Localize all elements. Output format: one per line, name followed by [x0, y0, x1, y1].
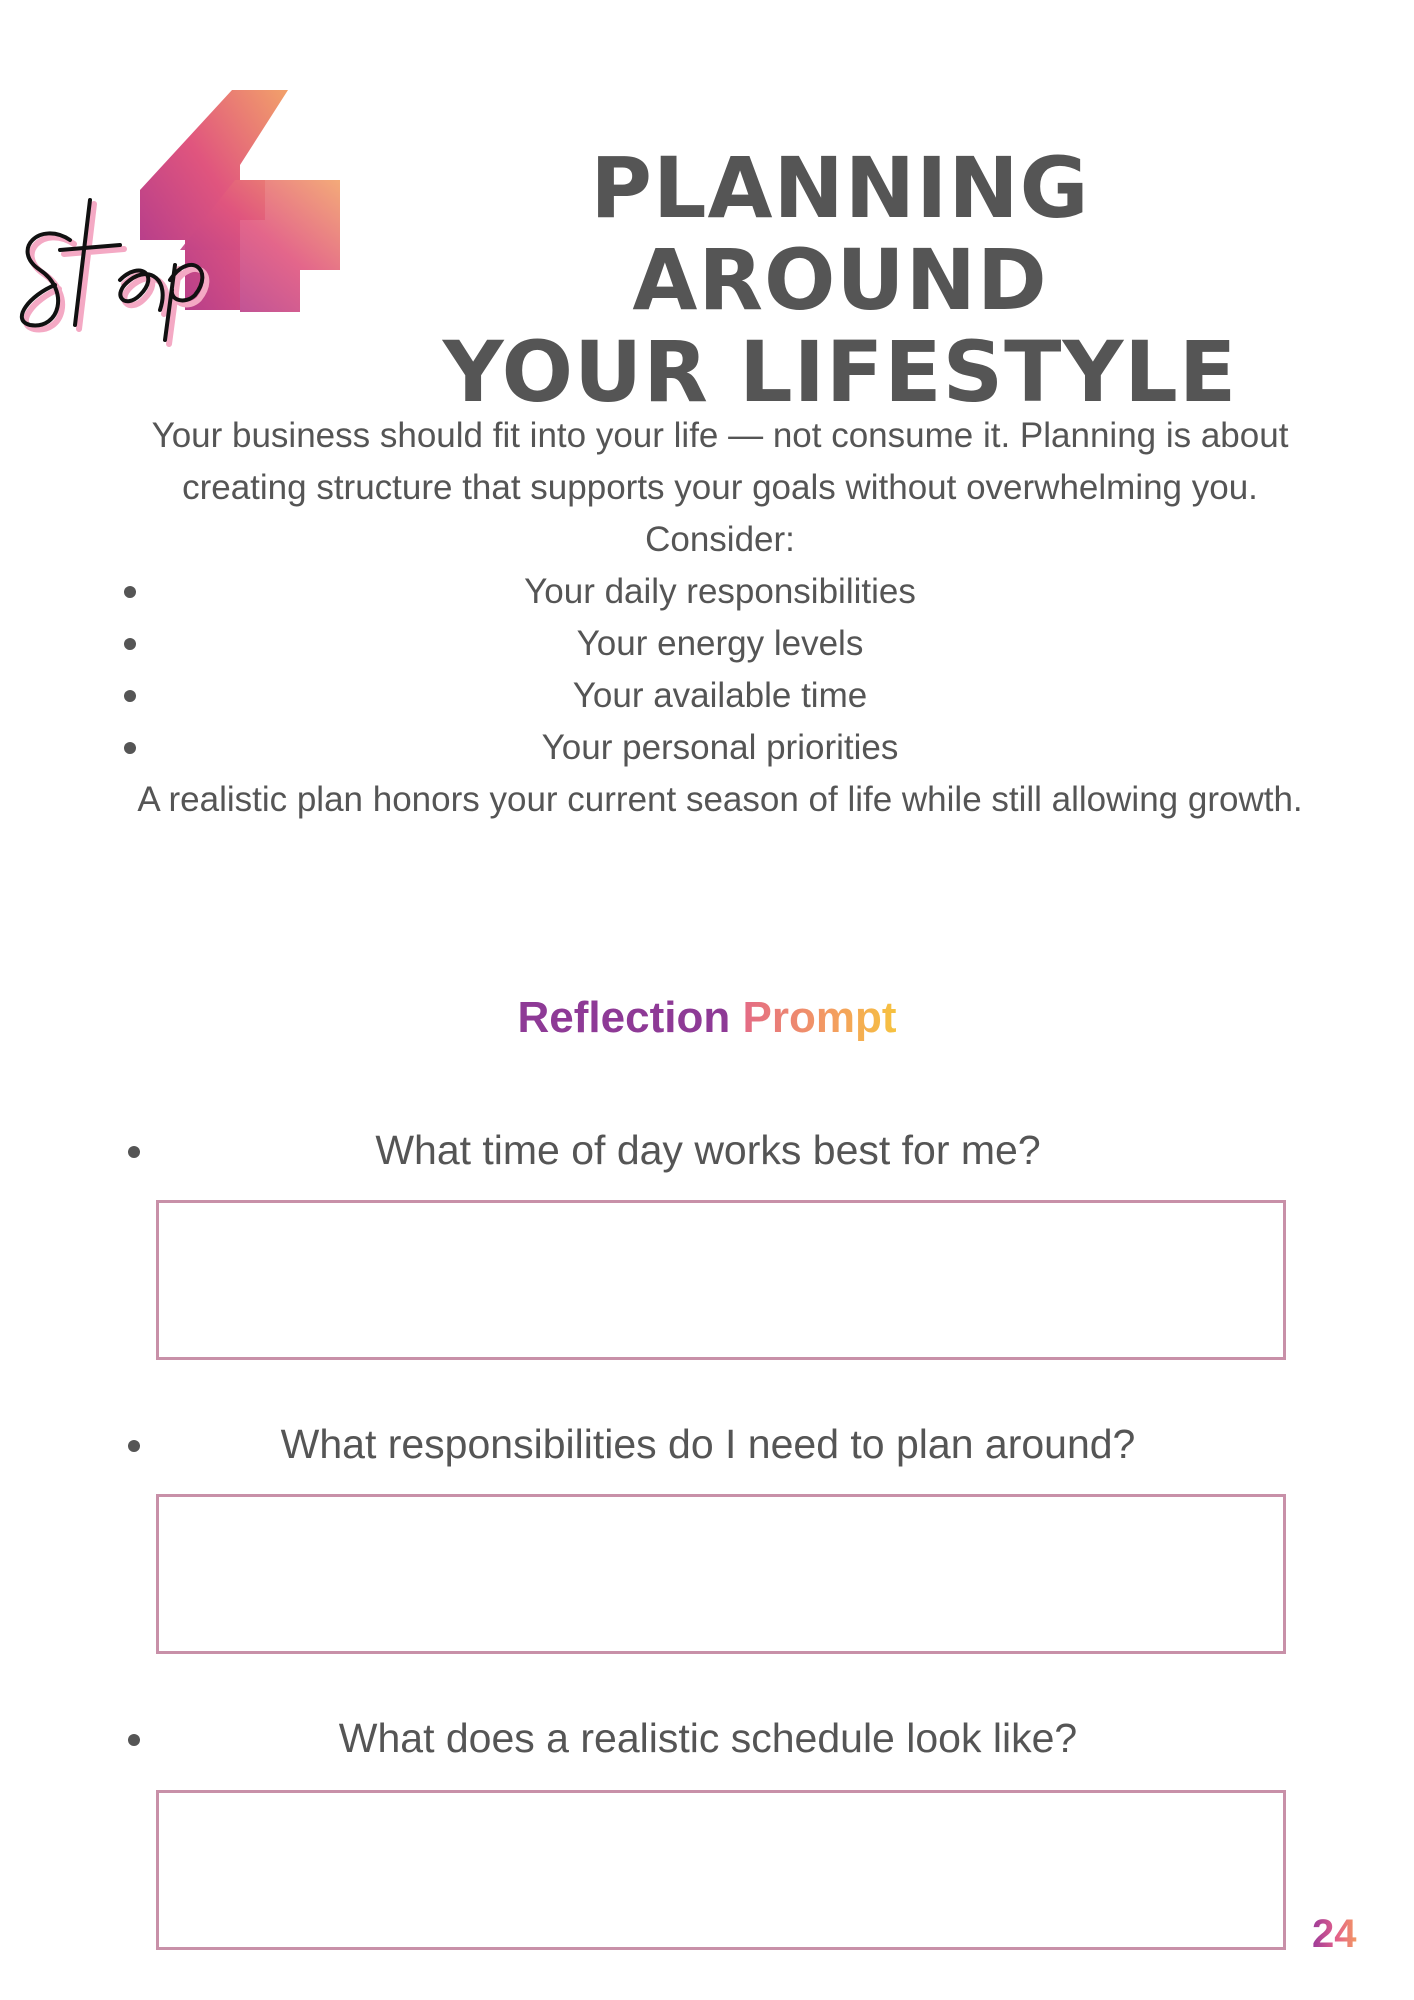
answer-box-1[interactable]	[156, 1200, 1286, 1360]
question-text: What responsibilities do I need to plan around?	[280, 1421, 1136, 1467]
consider-label: Consider:	[645, 520, 795, 559]
answer-box-2[interactable]	[156, 1494, 1286, 1654]
list-item-text: Your available time	[572, 676, 868, 715]
bullet-dot	[124, 586, 136, 598]
bullet-dot	[124, 742, 136, 754]
bullet-dot	[128, 1146, 140, 1158]
list-item-text: Your daily responsibilities	[524, 572, 916, 611]
prompt-word: Prompt	[742, 993, 897, 1042]
reflection-heading	[0, 988, 1414, 1048]
bullet-dot	[124, 690, 136, 702]
question-2	[128, 1416, 1288, 1472]
page-title	[370, 139, 1310, 421]
question-1	[128, 1122, 1288, 1178]
title-line-2: YOUR LIFESTYLE	[442, 323, 1238, 421]
question-text: What time of day works best for me?	[375, 1127, 1041, 1173]
list-item-text: Your energy levels	[576, 624, 864, 663]
bullet-dot	[128, 1734, 140, 1746]
list-item	[110, 670, 1330, 722]
question-text: What does a realistic schedule look like?	[338, 1715, 1078, 1761]
closing-paragraph: A realistic plan honors your current season of life while still allowing growth.	[137, 780, 1303, 819]
title-line-1: PLANNING AROUND	[590, 139, 1090, 329]
answer-box-3[interactable]	[156, 1790, 1286, 1950]
reflection-word: Reflection	[517, 993, 731, 1042]
question-3	[128, 1710, 1288, 1766]
intro-section	[110, 410, 1330, 826]
list-item-text: Your personal priorities	[541, 728, 899, 767]
list-item	[110, 722, 1330, 774]
page-number: 24	[1312, 1912, 1357, 1956]
bullet-dot	[124, 638, 136, 650]
list-item	[110, 618, 1330, 670]
bullet-dot	[128, 1440, 140, 1452]
step-4-logo	[0, 80, 360, 350]
list-item	[110, 566, 1330, 618]
consider-list	[110, 566, 1330, 774]
intro-paragraph: Your business should fit into your life — not consume it. Planning is about creating structure that supports your goals without overwhelming you.	[151, 416, 1289, 507]
